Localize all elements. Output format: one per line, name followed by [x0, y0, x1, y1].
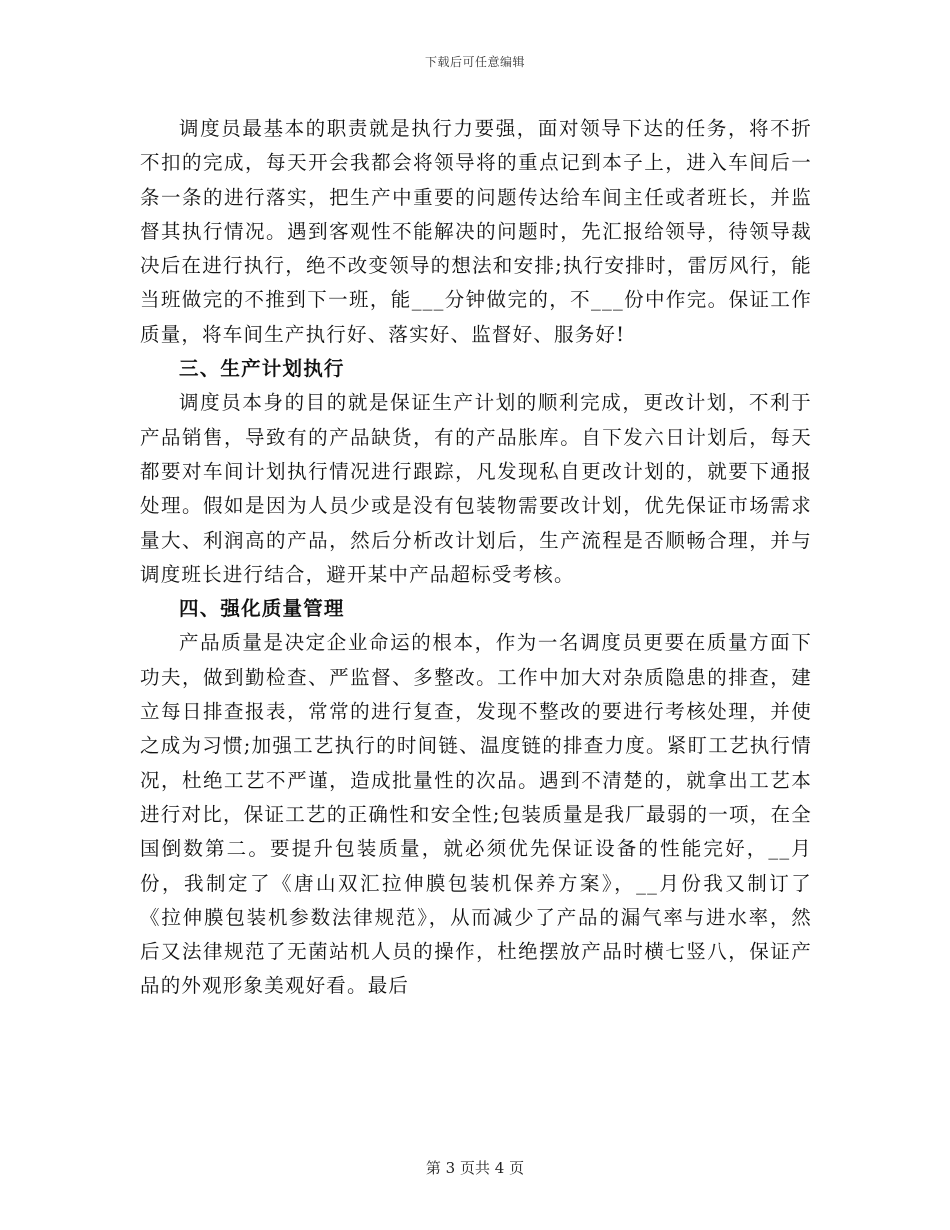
- page-footer: 第 3 页共 4 页: [425, 1159, 525, 1177]
- paragraph-quality-management: 产品质量是决定企业命运的根本，作为一名调度员更要在质量方面下功夫，做到勤检查、严监督、多整改。工作中加大对杂质隐患的排查，建立每日排查报表，常常的进行复查，发现不整改的要进行考核处理，并使之成为习惯;加强工艺执行的时间链、温度链的排查力度。紧盯工艺执行情况，杜绝工艺不严谨，造成批量性的次品。遇到不清楚的，就拿出工艺本进行对比，保证工艺的正确性和安全性;包装质量是我厂最弱的一项，在全国倒数第二。要提升包装质量，就必须优先保证设备的性能完好，__月份，我制定了《唐山双汇拉伸膜包装机保养方案》，__月份我又制订了《拉伸膜包装机参数法律规范》，从而减少了产品的漏气率与进水率，然后又法律规范了无菌站机人员的操作，杜绝摆放产品时横七竖八，保证产品的外观形象美观好看。最后: [140, 631, 812, 998]
- paragraph-plan-execution: 调度员本身的目的就是保证生产计划的顺利完成，更改计划，不利于产品销售，导致有的产品缺货，有的产品胀库。自下发六日计划后，每天都要对车间计划执行情况进行跟踪，凡发现私自更改计划的，就要下通报处理。假如是因为人员少或是没有包装物需要改计划，优先保证市场需求量大、利润高的产品，然后分析改计划后，生产流程是否顺畅合理，并与调度班长进行结合，避开某中产品超标受考核。: [140, 391, 812, 586]
- document-body: [140, 112, 812, 1004]
- page-header: 下载后可任意编辑: [424, 55, 525, 69]
- section-heading-quality-management: 四、强化质量管理: [179, 597, 345, 621]
- paragraph-duty: 调度员最基本的职责就是执行力要强，面对领导下达的任务，将不折不扣的完成，每天开会我都会将领导将的重点记到本子上，进入车间后一条一条的进行落实，把生产中重要的问题传达给车间主任或者班长，并监督其执行情况。遇到客观性不能解决的问题时，先汇报给领导，待领导裁决后在进行执行，绝不改变领导的想法和安排;执行安排时，雷厉风行，能当班做完的不推到下一班，能___分钟做完的，不___份中作完。保证工作质量，将车间生产执行好、落实好、监督好、服务好!: [140, 117, 812, 346]
- section-heading-plan-execution: 三、生产计划执行: [179, 357, 345, 381]
